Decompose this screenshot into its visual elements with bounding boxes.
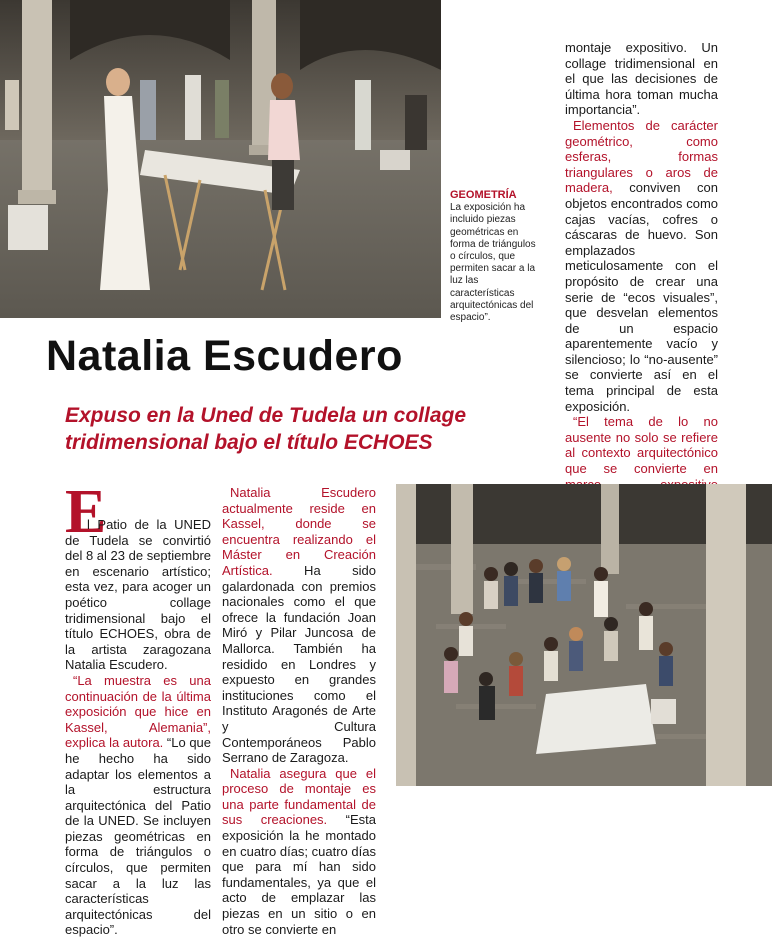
photo-exhibition-courtyard-image bbox=[0, 0, 441, 318]
col3-highlight-2: “El tema de lo no ausente no solo se refiere al contexto arquitectónico que se convierte en bbox=[565, 414, 718, 477]
drop-cap: E bbox=[65, 478, 107, 546]
col1-paragraph-2 bbox=[65, 673, 211, 938]
photo-visitors-courtyard bbox=[396, 484, 772, 786]
photo-exhibition-courtyard bbox=[0, 0, 441, 318]
col2-highlight-1: Natalia Escudero actualmente reside en Kassel, donde se encuentra realizando el Máster en Creación Artística. bbox=[222, 485, 376, 578]
col1-quote: “La muestra es una continuación de la última exposición que hice en Kassel, Alemania”, explica la autora. bbox=[65, 672, 211, 751]
article-column-1 bbox=[65, 517, 211, 938]
col2-text-2: “Esta exposición la he montado en cuatro días; cuatro días que para mí han sido fundamentales, ya que el acto de emplazar las piezas en un sitio o en otro se convierte en bbox=[222, 812, 376, 937]
col3-paragraph-1: montaje expositivo. Un collage tridimensional en el que las decisiones de última hora toman mucha importancia”. bbox=[565, 40, 718, 118]
col2-paragraph-2 bbox=[222, 766, 376, 938]
col1-paragraph-1: l Patio de la UNED de Tudela se convirtió del 8 al 23 de septiembre en escenario artístico; esta vez, para acoger un poético collage tridimensional bajo el título ECHOES, obra de la artista zaragozana Natalia Escudero. bbox=[65, 517, 211, 673]
caption-text: La exposición ha incluido piezas geométricas en forma de triángulos o círculos, que permiten sacar a la luz las características arquitectónicas del espacio”. bbox=[450, 202, 536, 324]
col3-text-2: conviven con objetos encontrados como cajas vacías, cofres o cáscaras de huevo. Son emplazados meticulosamente con el propósito de crear una serie de “ecos visuales”, que desvelan elementos de un espacio aparentemente vacío y silencioso; lo “no-ausente” se convierte así en el tema principal de esta exposición. bbox=[565, 180, 718, 414]
col1-text-2: “Lo que he hecho ha sido adaptar los elementos a la estructura arquitectónica del Patio de la UNED. Se incluyen piezas geométricas en forma de triángulos o círculos, que permiten sacar a la luz las características arquitectónicas del espacio”. bbox=[65, 735, 212, 938]
col3-paragraph-2 bbox=[565, 118, 718, 414]
col2-highlight-2: Natalia asegura que el proceso de montaje es una parte fundamental de sus creaciones. bbox=[222, 765, 376, 828]
col2-text-1: Ha sido galardonada con premios nacionales como el que ofrece la fundación Joan Miró y Pilar Juncosa de Mallorca. También ha residido en Londres y expuesto en grandes instituciones como el Instituto Aragonés de Arte y Cultura Contemporáneos Pablo Serrano de Zaragoza. bbox=[222, 562, 376, 766]
col2-paragraph-1 bbox=[222, 485, 376, 766]
article-subtitle: Expuso en la Uned de Tudela un collage tridimensional bajo el título ECHOES bbox=[65, 404, 467, 454]
article-column-2 bbox=[222, 485, 376, 937]
photo-caption bbox=[450, 189, 537, 324]
photo-visitors-courtyard-image bbox=[396, 484, 772, 786]
article-title: Natalia Escudero bbox=[46, 332, 403, 380]
caption-title: GEOMETRÍA bbox=[450, 189, 517, 201]
col3-highlight-1: Elementos de carácter geométrico, como esferas, formas triangulares o aros de madera, bbox=[565, 117, 718, 196]
